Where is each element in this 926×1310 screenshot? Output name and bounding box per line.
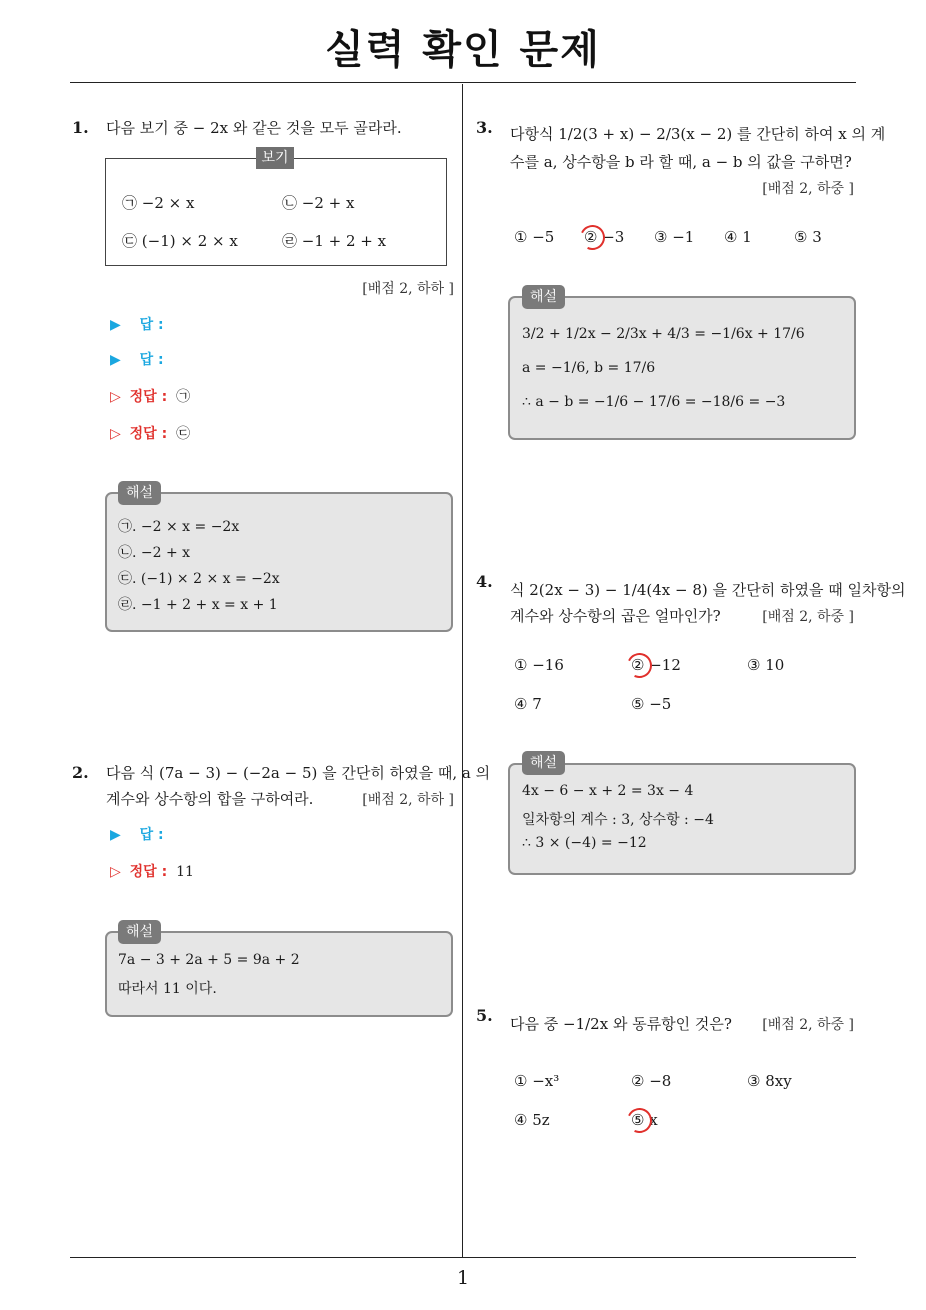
q1-bogi-item: ㉡ −2 + x xyxy=(282,194,355,212)
q4-choice-1[interactable]: ① −16 xyxy=(514,656,564,674)
column-divider xyxy=(462,84,463,1257)
top-rule xyxy=(70,82,856,83)
q4-choice-3[interactable]: ③ 10 xyxy=(747,656,785,674)
correct-marker-icon: ▷ xyxy=(110,426,121,442)
answer-marker-icon: ▶ xyxy=(110,317,121,333)
q5-choice-3[interactable]: ③ 8xy xyxy=(747,1072,792,1090)
q5-number: 5. xyxy=(476,1006,493,1025)
q3-choice-2[interactable]: ② −3 xyxy=(584,228,625,246)
q3-solution-line: 3/2 + 1/2x − 2/3x + 4/3 = −1/6x + 17/6 xyxy=(522,326,805,342)
q1-solution-line: ㉣. −1 + 2 + x = x + 1 xyxy=(118,597,278,613)
q3-solution-line: a = −1/6, b = 17/6 xyxy=(522,360,656,376)
q1-bogi-label: 보기 xyxy=(256,147,294,169)
q1-text: 다음 보기 중 − 2x 와 같은 것을 모두 골라라. xyxy=(106,119,402,137)
q3-meta: [배점 2, 하중 ] xyxy=(762,181,854,197)
correct-label: 정답 : xyxy=(129,426,168,442)
correct-label: 정답 : xyxy=(129,864,168,880)
q1-solution-line: ㉡. −2 + x xyxy=(118,545,191,561)
q3-choice-3[interactable]: ③ −1 xyxy=(654,228,695,246)
q5-text: 다음 중 −1/2x 와 동류항인 것은? xyxy=(510,1015,732,1033)
q1-solution-line: ㉢. (−1) × 2 × x = −2x xyxy=(118,571,280,587)
q1-number: 1. xyxy=(72,118,89,137)
q5-choice-2[interactable]: ② −8 xyxy=(631,1072,672,1090)
q5-marked-circle-icon xyxy=(623,1104,655,1136)
q2-answer xyxy=(110,824,164,844)
q5-choice-5[interactable]: ⑤ x xyxy=(631,1111,658,1129)
q1-correct-2 xyxy=(110,423,190,443)
q3-solution-label: 해설 xyxy=(522,285,565,309)
q4-text-line: 식 2(2x − 3) − 1/4(4x − 8) 을 간단히 하였을 때 일차항의 xyxy=(510,581,906,599)
answer-marker-icon: ▶ xyxy=(110,827,121,843)
q3-text-line: 수를 a, 상수항을 b 라 할 때, a − b 의 값을 구하면? xyxy=(510,153,852,171)
q3-marked-circle-icon xyxy=(576,221,608,253)
q3-choice-1[interactable]: ① −5 xyxy=(514,228,555,246)
q5-meta: [배점 2, 하중 ] xyxy=(762,1017,854,1033)
q4-meta: [배점 2, 하중 ] xyxy=(762,609,854,625)
q1-bogi-item: ㉠ −2 × x xyxy=(122,194,195,212)
q2-text-line: 계수와 상수항의 합을 구하여라. xyxy=(106,790,314,808)
q1-meta: [배점 2, 하하 ] xyxy=(362,281,454,297)
q2-text-line: 다음 식 (7a − 3) − (−2a − 5) 을 간단히 하였을 때, a 의 xyxy=(106,764,491,782)
correct-value: ㉢ xyxy=(176,426,191,442)
page-title: 실력 확인 문제 xyxy=(325,27,601,73)
q1-solution-label: 해설 xyxy=(118,481,161,505)
q5-choice-4[interactable]: ④ 5z xyxy=(514,1111,550,1129)
q4-solution-line: 일차항의 계수 : 3, 상수항 : −4 xyxy=(522,812,714,828)
q1-correct-1 xyxy=(110,386,190,406)
q4-choice-5[interactable]: ⑤ −5 xyxy=(631,695,672,713)
q1-bogi-item: ㉣ −1 + 2 + x xyxy=(282,232,387,250)
q4-solution-line: ∴ 3 × (−4) = −12 xyxy=(522,835,647,851)
correct-marker-icon: ▷ xyxy=(110,389,121,405)
q4-marked-circle-icon xyxy=(623,649,655,681)
q2-solution-label: 해설 xyxy=(118,920,161,944)
q1-answer-1 xyxy=(110,314,164,334)
correct-marker-icon: ▷ xyxy=(110,864,121,880)
q3-choice-5[interactable]: ⑤ 3 xyxy=(794,228,822,246)
page-number: 1 xyxy=(456,1267,470,1289)
q3-choice-4[interactable]: ④ 1 xyxy=(724,228,752,246)
q4-text-line: 계수와 상수항의 곱은 얼마인가? xyxy=(510,607,721,625)
q5-choice-1[interactable]: ① −x³ xyxy=(514,1072,560,1090)
q3-number: 3. xyxy=(476,118,493,137)
answer-label: 답 : xyxy=(139,827,164,843)
answer-label: 답 : xyxy=(139,352,164,368)
q1-bogi-item: ㉢ (−1) × 2 × x xyxy=(122,232,238,250)
q2-number: 2. xyxy=(72,763,89,782)
correct-label: 정답 : xyxy=(129,389,168,405)
q4-solution-line: 4x − 6 − x + 2 = 3x − 4 xyxy=(522,783,694,799)
correct-value: 11 xyxy=(176,864,194,880)
correct-value: ㉠ xyxy=(176,389,191,405)
q2-solution-line: 7a − 3 + 2a + 5 = 9a + 2 xyxy=(118,952,300,968)
q4-number: 4. xyxy=(476,572,493,591)
q2-solution-line: 따라서 11 이다. xyxy=(118,981,217,997)
q2-meta: [배점 2, 하하 ] xyxy=(362,792,454,808)
q1-answer-2 xyxy=(110,349,164,369)
q3-text-line: 다항식 1/2(3 + x) − 2/3(x − 2) 를 간단히 하여 x 의 계 xyxy=(510,125,886,143)
q4-solution-label: 해설 xyxy=(522,751,565,775)
q2-correct xyxy=(110,861,194,881)
answer-label: 답 : xyxy=(139,317,164,333)
q3-solution-line: ∴ a − b = −1/6 − 17/6 = −18/6 = −3 xyxy=(522,394,786,410)
q4-choice-2[interactable]: ② −12 xyxy=(631,656,681,674)
q4-choice-4[interactable]: ④ 7 xyxy=(514,695,542,713)
q1-solution-line: ㉠. −2 × x = −2x xyxy=(118,519,240,535)
q2-solution-box xyxy=(105,931,453,1017)
bottom-rule xyxy=(70,1257,856,1258)
answer-marker-icon: ▶ xyxy=(110,352,121,368)
